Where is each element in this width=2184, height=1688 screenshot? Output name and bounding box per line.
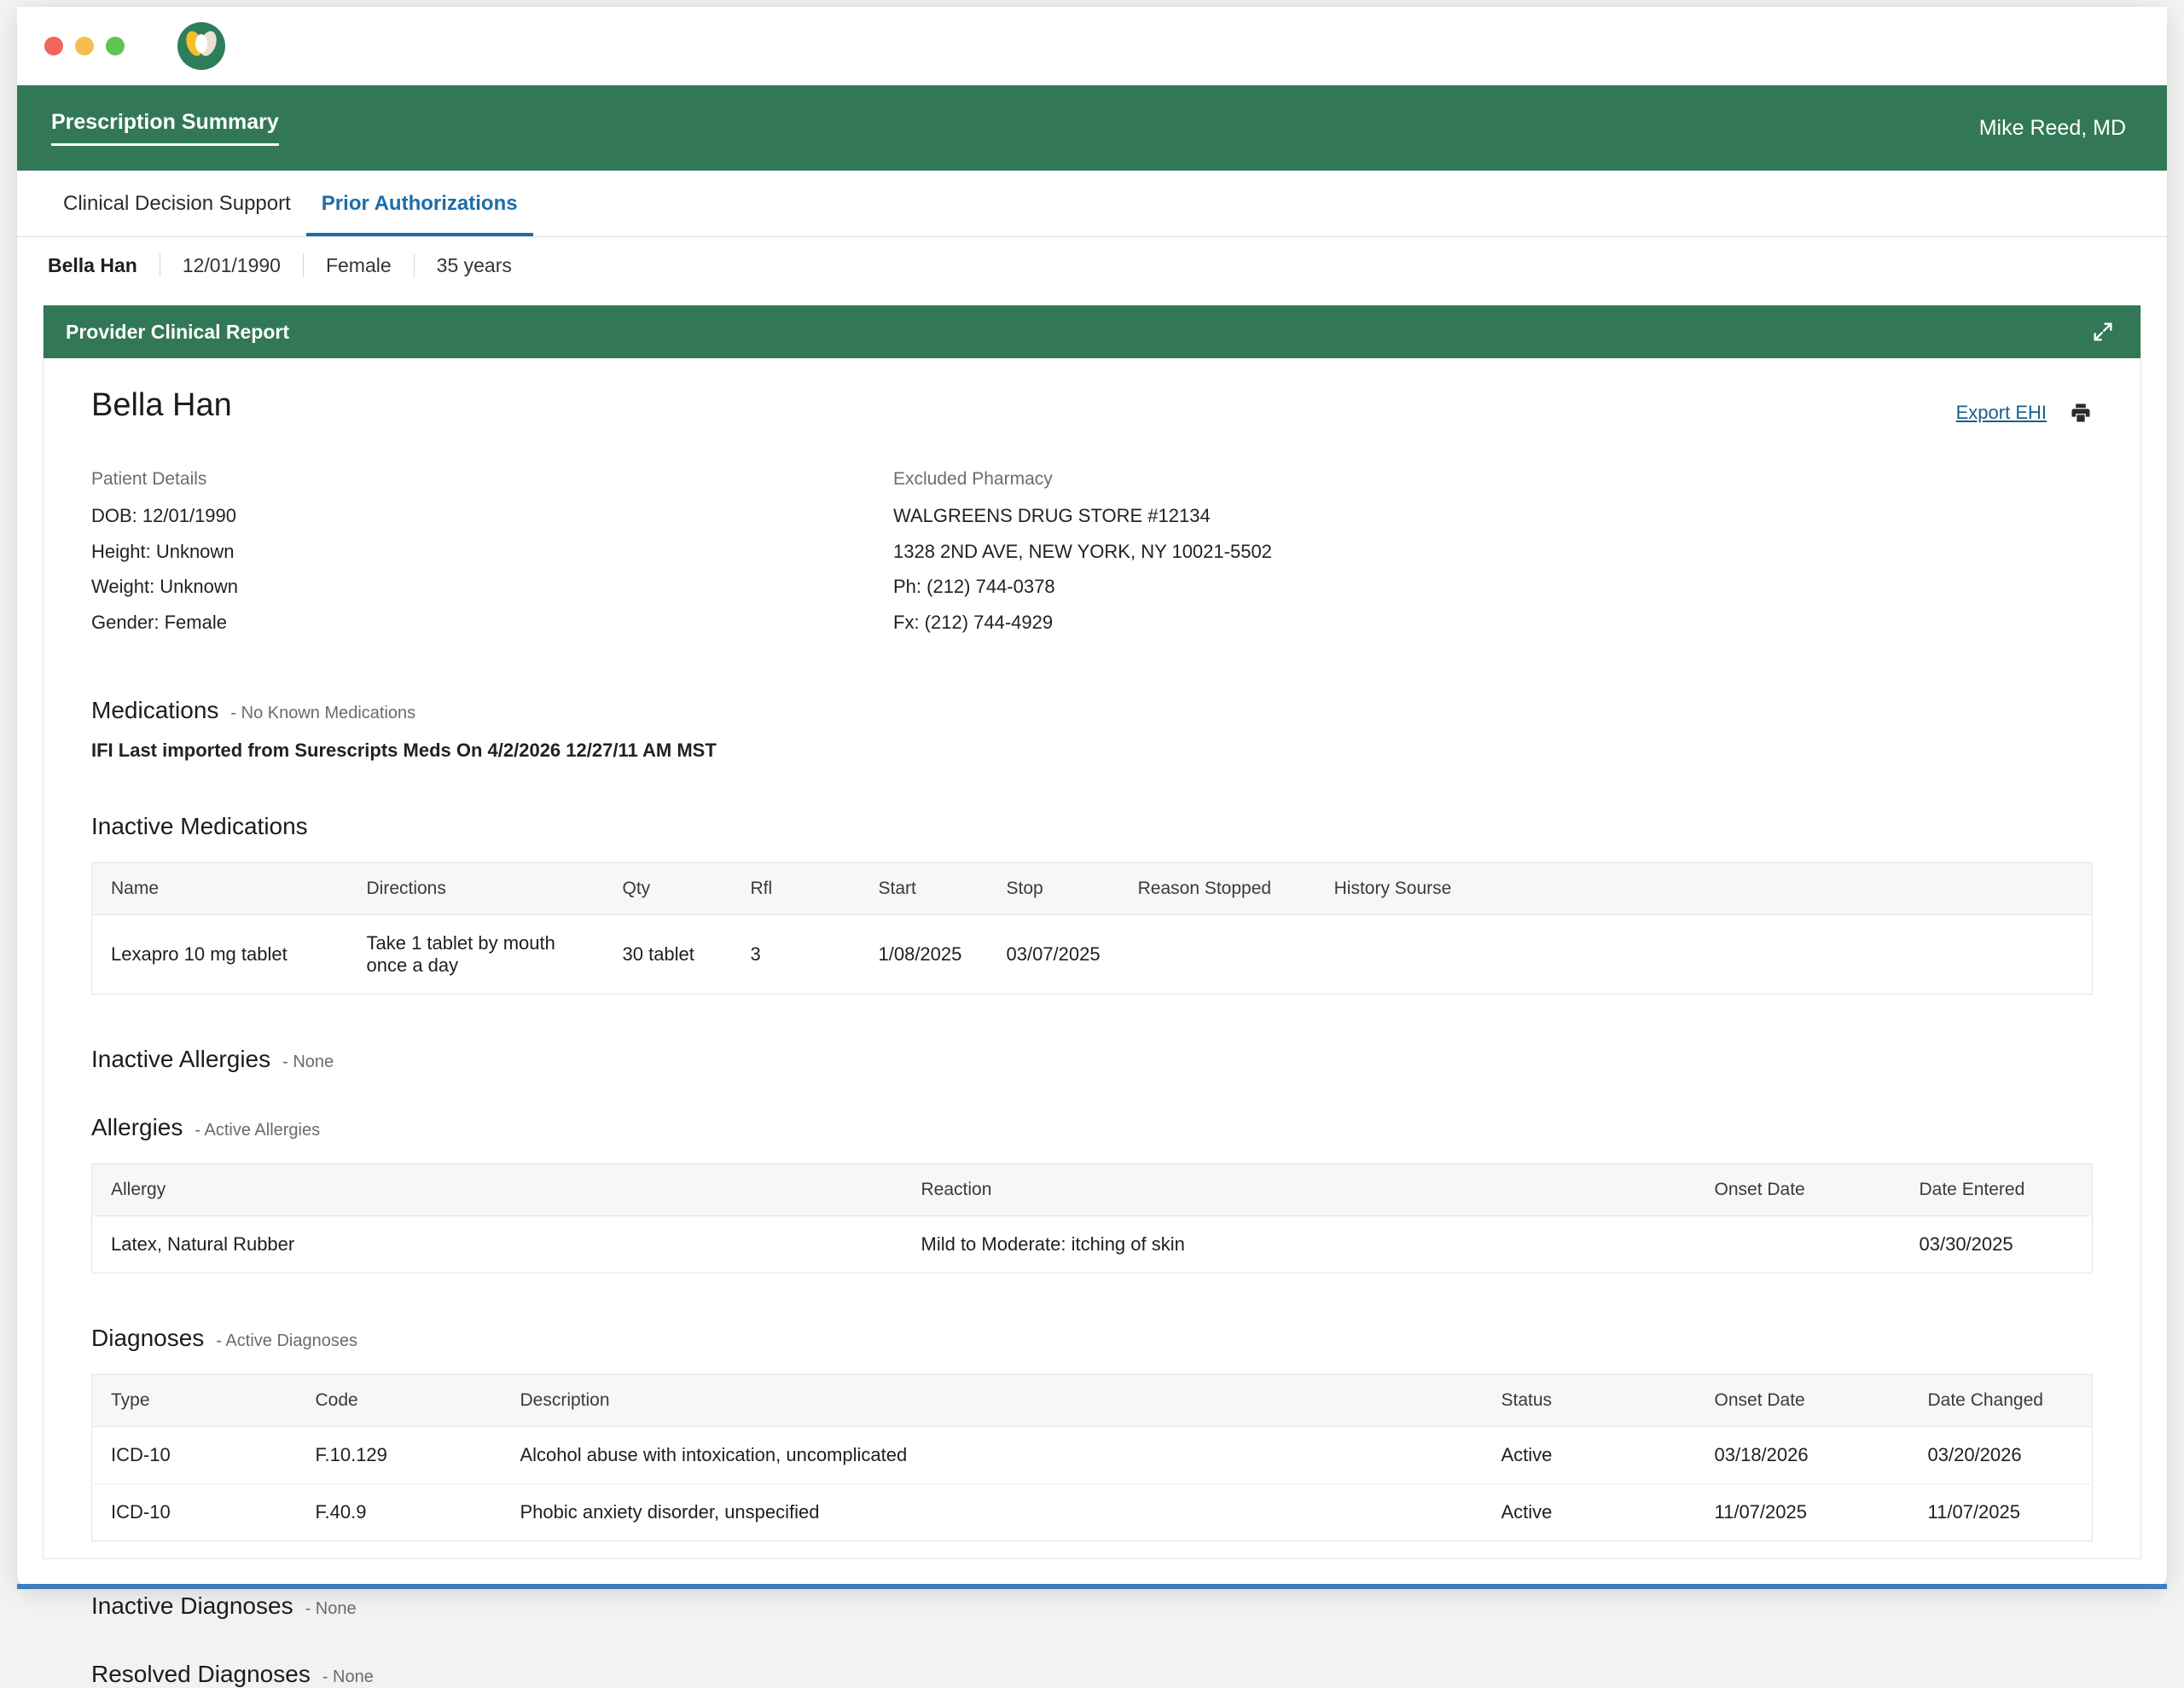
tab-prior-authorizations[interactable]: Prior Authorizations [306,171,533,236]
cell-status: Active [1483,1426,1696,1483]
medications-import-note: IFI Last imported from Surescripts Meds On 4/2/2026 12/27/11 AM MST [91,739,717,761]
cell-reaction: Mild to Moderate: itching of skin [921,1233,1185,1255]
card-header [44,305,2140,358]
app-header [17,85,2167,171]
col-reaction: Reaction [903,1163,1696,1215]
allergies-table [91,1163,2093,1273]
patient-detail-height: Height: Unknown [91,540,235,562]
table-row [92,914,2093,994]
allergies-title: Allergies [91,1113,183,1140]
col-start: Start [860,862,988,914]
cell-history-source [1316,914,2093,994]
col-description: Description [502,1374,1483,1426]
app-window [17,7,2167,1687]
cell-onset-date [1696,1215,1901,1273]
cell-code: F.40.9 [315,1500,367,1523]
cell-date-changed: 11/07/2025 [1927,1500,2020,1523]
pharmacy-phone: Ph: (212) 744-0378 [893,576,1055,598]
cell-onset-date: 03/18/2026 [1696,1426,1909,1483]
patient-details-label: Patient Details [91,469,207,489]
card-title: Provider Clinical Report [66,320,290,343]
cell-onset-date: 11/07/2025 [1714,1500,1807,1523]
col-date-changed: Date Changed [1909,1374,2093,1426]
patient-detail-gender: Gender: Female [91,612,227,634]
tab-clinical-decision-support[interactable]: Clinical Decision Support [63,191,291,215]
horizontal-scrollbar[interactable] [17,1584,2167,1589]
tab-bar [17,171,2167,237]
minimize-window-button[interactable] [75,37,94,55]
card-body [44,358,2140,1688]
cell-type: ICD-10 [111,1500,171,1523]
cell-qty: 30 tablet [622,943,694,965]
diagnoses-title: Diagnoses [91,1324,205,1351]
diagnoses-subtitle: - Active Diagnoses [216,1331,357,1350]
inactive-medications-table [91,862,2093,995]
cell-start: 1/08/2025 [878,943,962,965]
col-reason-stopped: Reason Stopped [1119,862,1316,914]
details-columns [91,469,2093,646]
inactive-allergies-subtitle: - None [282,1052,334,1071]
inactive-medications-title: Inactive Medications [91,812,308,839]
zoom-window-button[interactable] [106,37,125,55]
cell-description: Alcohol abuse with intoxication, uncomplicated [502,1426,1483,1483]
table-header-row [92,1374,2093,1426]
divider [303,253,304,277]
logo-center [195,34,207,53]
pharmacy-fax: Fx: (212) 744-4929 [893,612,1054,634]
col-type: Type [92,1374,297,1426]
col-onset-date: Onset Date [1696,1374,1909,1426]
resolved-diagnoses-title: Resolved Diagnoses [91,1660,311,1687]
excluded-pharmacy-label: Excluded Pharmacy [893,469,1053,489]
inactive-allergies-title: Inactive Allergies [91,1045,271,1072]
col-code: Code [297,1374,502,1426]
cell-rfl: 3 [750,943,761,965]
patient-details-block [91,469,893,646]
cell-directions: Take 1 tablet by mouth once a day [366,931,555,976]
expand-icon[interactable] [2091,320,2115,344]
cell-reason-stopped [1119,914,1316,994]
report-actions [1956,387,2093,425]
resolved-diagnoses-subtitle: - None [322,1667,374,1686]
cell-status: Active [1501,1500,1553,1523]
medications-subtitle: - No Known Medications [230,703,416,722]
table-row [92,1426,2093,1483]
patient-detail-weight: Weight: Unknown [91,576,239,598]
diagnoses-table [91,1374,2093,1541]
table-header-row [92,1163,2093,1215]
printer-icon[interactable] [2069,401,2093,425]
pharmacy-name: WALGREENS DRUG STORE #12134 [893,505,1211,526]
patient-name: Bella Han [48,253,137,276]
pharmacy-address: 1328 2ND AVE, NEW YORK, NY 10021-5502 [893,540,1272,562]
excluded-pharmacy-block [893,469,1272,646]
titlebar [17,7,2167,85]
table-header-row [92,862,2093,914]
page-title: Prescription Summary [51,110,279,146]
cell-date-changed: 03/20/2026 [1909,1426,2093,1483]
patient-detail-dob: DOB: 12/01/1990 [91,505,237,526]
export-ehi-link[interactable]: Export EHI [1955,402,2047,423]
col-name: Name [92,862,348,914]
patient-summary-bar [17,237,2167,293]
section-inactive-diagnoses [91,1592,2093,1620]
inactive-diagnoses-title: Inactive Diagnoses [91,1592,293,1619]
close-window-button[interactable] [44,37,63,55]
section-allergies [91,1114,2093,1141]
app-logo-icon [177,22,225,70]
patient-age: 35 years [436,253,512,276]
table-row [92,1483,2093,1540]
col-date-entered: Date Entered [1901,1163,2093,1215]
col-status: Status [1483,1374,1696,1426]
cell-allergy: Latex, Natural Rubber [111,1233,295,1255]
cell-date-entered: 03/30/2025 [1919,1233,2013,1255]
report-patient-name: Bella Han [91,387,232,423]
col-directions: Directions [348,862,604,914]
cell-type: ICD-10 [92,1426,297,1483]
section-resolved-diagnoses [91,1661,2093,1688]
cell-description: Phobic anxiety disorder, unspecified [520,1500,820,1523]
report-heading-row [91,387,2093,425]
section-medications [91,697,2093,724]
col-onset-date: Onset Date [1696,1163,1901,1215]
table-row [92,1215,2093,1273]
section-inactive-medications [91,813,2093,840]
allergies-subtitle: - Active Allergies [195,1120,321,1140]
section-diagnoses [91,1325,2093,1352]
patient-dob: 12/01/1990 [182,253,281,276]
cell-stop: 03/07/2025 [1006,943,1101,965]
inactive-diagnoses-subtitle: - None [305,1598,357,1618]
col-history-source: History Sourse [1316,862,2093,914]
patient-gender: Female [325,253,392,276]
col-stop: Stop [988,862,1119,914]
cell-name: Lexapro 10 mg tablet [111,943,288,965]
section-inactive-allergies [91,1046,2093,1073]
divider [414,253,415,277]
provider-clinical-report-card [43,305,2141,1687]
medications-title: Medications [91,696,219,723]
col-rfl: Rfl [732,862,860,914]
col-allergy: Allergy [92,1163,903,1215]
cell-code: F.10.129 [297,1426,502,1483]
col-qty: Qty [604,862,732,914]
current-user-label: Mike Reed, MD [1978,115,2126,140]
